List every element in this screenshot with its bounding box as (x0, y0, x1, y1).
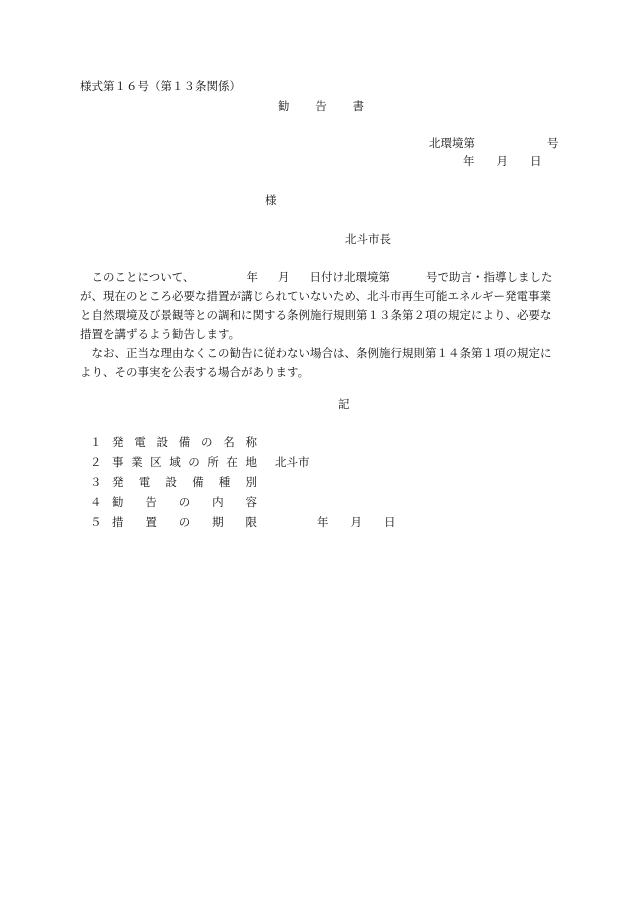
item-number: ４ (90, 495, 102, 510)
deadline-day-unit: 日 (384, 515, 396, 530)
list-item (90, 453, 396, 473)
issue-date (463, 155, 542, 169)
list-item (90, 493, 396, 513)
reference-suffix: 号 (547, 136, 559, 150)
document-title (278, 100, 364, 114)
item-number: ５ (90, 515, 102, 530)
ki-heading: 記 (338, 397, 350, 411)
deadline-date (317, 516, 396, 530)
title-char: 書 (352, 99, 364, 113)
paragraph-1-year: 年 (246, 270, 259, 284)
item-label: 勧 告 の 内 容 (112, 495, 257, 510)
item-number: １ (90, 435, 102, 450)
item-list (90, 433, 396, 533)
paragraph-1-rest: 号で助言・指導しましたが、現在のところ必要な措置が講じられていないため、北斗市再生可能エネルギー発電事業と自然環境及び景観等との調和に関する条例施行規則第１３条第２項の規定により、必要な措置を講ずるよう勧告します。 (80, 270, 553, 341)
title-char: 勧 (278, 99, 290, 113)
title-char: 告 (315, 99, 327, 113)
item-number: ３ (90, 475, 102, 490)
paragraph-1 (80, 268, 556, 344)
item-label: 発 電 設 備 の 名 称 (112, 435, 257, 450)
body-text (80, 268, 556, 382)
reference-number (429, 137, 559, 151)
paragraph-2: なお、正当な理由なくこの勧告に従わない場合は、条例施行規則第１４条第１項の規定により、その事実を公表する場合があります。 (80, 346, 552, 379)
addressee: 様 (265, 193, 277, 207)
item-label: 措 置 の 期 限 (112, 515, 257, 530)
date-month-unit: 月 (496, 154, 508, 168)
paragraph-1-ref: 日付け北環境第 (309, 270, 391, 284)
list-item (90, 433, 396, 453)
deadline-year-unit: 年 (317, 515, 329, 530)
date-year-unit: 年 (463, 154, 475, 168)
deadline-month-unit: 月 (350, 515, 362, 530)
item-label: 発 電 設 備 種 別 (112, 475, 257, 490)
date-day-unit: 日 (530, 154, 542, 168)
item-label: 事 業 区 域 の 所 在 地 (112, 455, 257, 470)
list-item (90, 473, 396, 493)
form-number: 様式第１６号（第１３条関係） (80, 79, 241, 93)
reference-prefix: 北環境第 (429, 136, 475, 150)
paragraph-1-lead: このことについて、 (91, 270, 195, 284)
item-value: 北斗市 (275, 455, 310, 470)
paragraph-1-month: 月 (278, 270, 290, 284)
item-number: ２ (90, 455, 102, 470)
sender: 北斗市長 (345, 232, 391, 246)
list-item (90, 513, 396, 533)
